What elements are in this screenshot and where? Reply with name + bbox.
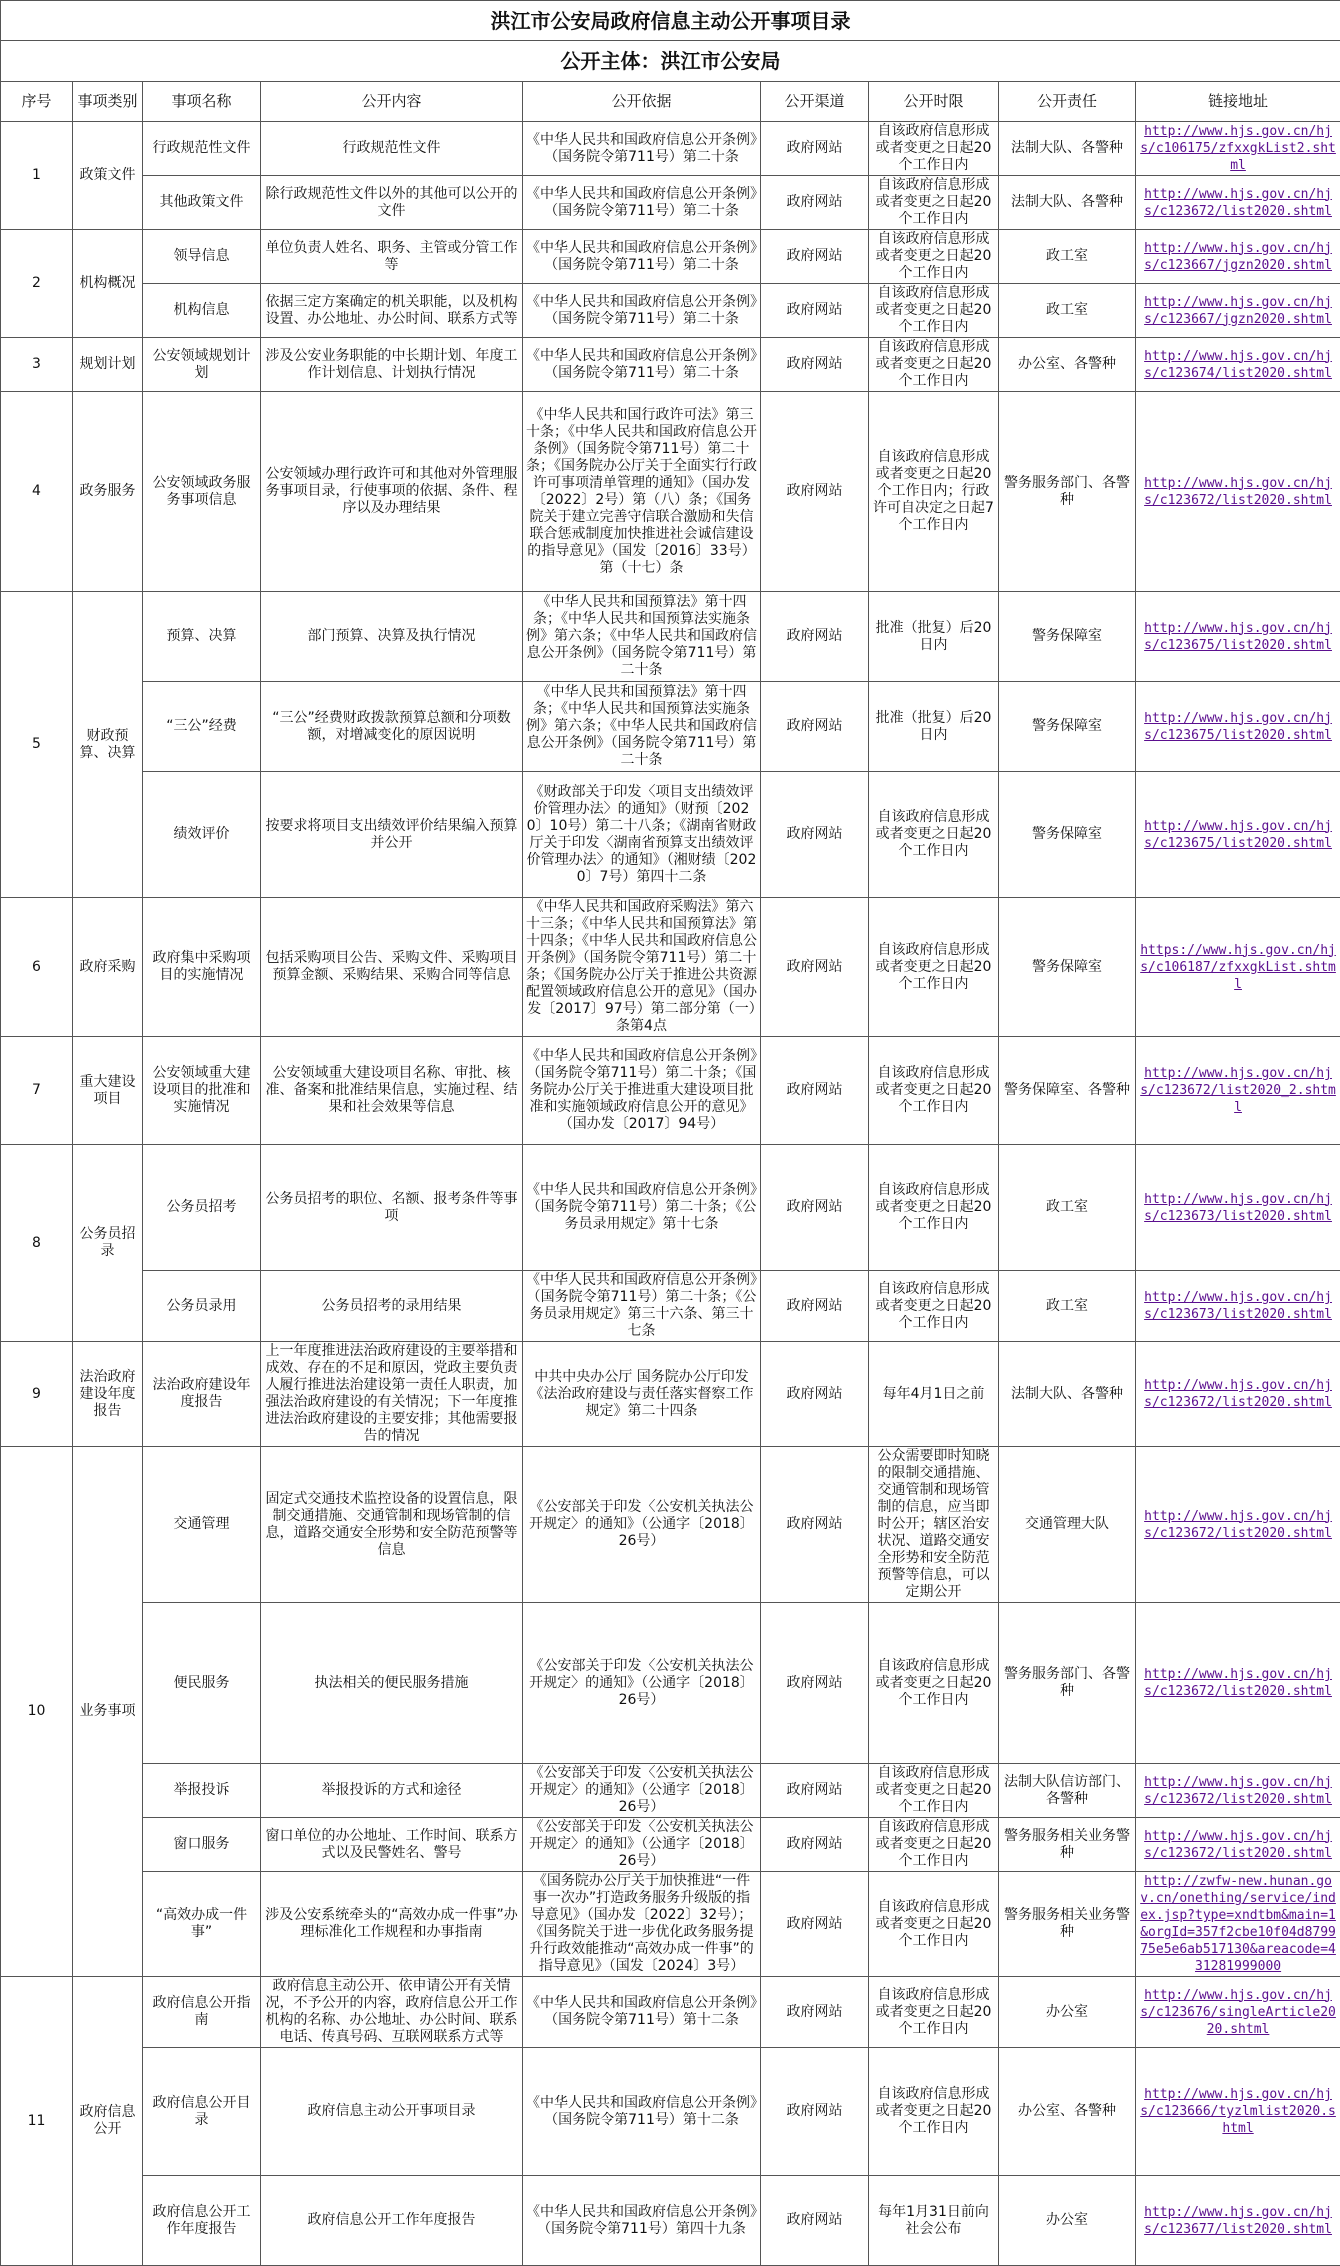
item-name: 政府信息公开工作年度报告 <box>143 2176 261 2266</box>
item-basis: 《中华人民共和国政府采购法》第六十三条；《中华人民共和国预算法》第十四条；《中华人民共和国政府信息公开条例》（国务院令第711号）第二十条；《国务院办公厅关于推进公共资源配置领域政府信息公开的意见》（国办发〔2017〕97号）第二部分第（一）条第4点 <box>523 898 761 1037</box>
item-category: 法治政府建设年度报告 <box>73 1342 143 1447</box>
item-channel: 政府网站 <box>761 122 869 176</box>
item-content: 行政规范性文件 <box>261 122 523 176</box>
item-category: 公务员招录 <box>73 1145 143 1342</box>
item-link[interactable]: http://www.hjs.gov.cn/hjs/c123672/list2020.shtml <box>1136 1603 1340 1764</box>
item-responsibility: 法制大队、各警种 <box>999 176 1136 230</box>
item-link[interactable]: http://www.hjs.gov.cn/hjs/c123667/jgzn2020.shtml <box>1136 230 1340 284</box>
item-content: 按要求将项目支出绩效评价结果编入预算并公开 <box>261 772 523 898</box>
row-number: 3 <box>1 338 73 392</box>
table-row <box>1 1764 1340 1818</box>
table-row <box>1 392 1340 592</box>
item-channel: 政府网站 <box>761 230 869 284</box>
table-row <box>1 1818 1340 1872</box>
item-content: 上一年度推进法治政府建设的主要举措和成效、存在的不足和原因，党政主要负责人履行推进法治建设第一责任人职责，加强法治政府建设的有关情况；下一年度推进法治政府建设的主要安排；其他需要报告的情况 <box>261 1342 523 1447</box>
item-basis: 《中华人民共和国政府信息公开条例》（国务院令第711号）第四十九条 <box>523 2176 761 2266</box>
item-category: 政府信息公开 <box>73 1977 143 2266</box>
item-time-limit: 自该政府信息形成或者变更之日起20个工作日内 <box>869 1764 999 1818</box>
item-responsibility: 办公室、各警种 <box>999 2048 1136 2176</box>
item-link[interactable]: https://www.hjs.gov.cn/hjs/c106187/zfxxgkList.shtml <box>1136 898 1340 1037</box>
item-time-limit: 自该政府信息形成或者变更之日起20个工作日内 <box>869 122 999 176</box>
item-time-limit: 自该政府信息形成或者变更之日起20个工作日内 <box>869 176 999 230</box>
header-category: 事项类别 <box>73 82 143 122</box>
item-time-limit: 自该政府信息形成或者变更之日起20个工作日内 <box>869 1603 999 1764</box>
item-responsibility: 法制大队信访部门、各警种 <box>999 1764 1136 1818</box>
item-name: 领导信息 <box>143 230 261 284</box>
item-link[interactable]: http://www.hjs.gov.cn/hjs/c123673/list2020.shtml <box>1136 1145 1340 1271</box>
item-channel: 政府网站 <box>761 898 869 1037</box>
item-content: 涉及公安系统牵头的“高效办成一件事”办理标准化工作规程和办事指南 <box>261 1872 523 1977</box>
item-basis: 《公安部关于印发〈公安机关执法公开规定〉的通知》（公通字〔2018〕26号） <box>523 1447 761 1603</box>
item-responsibility: 警务保障室 <box>999 682 1136 772</box>
row-number: 2 <box>1 230 73 338</box>
item-link[interactable]: http://www.hjs.gov.cn/hjs/c123672/list2020_2.shtml <box>1136 1037 1340 1145</box>
item-content: 公安领域重大建设项目名称、审批、核准、备案和批准结果信息，实施过程、结果和社会效果等信息 <box>261 1037 523 1145</box>
item-name: 公务员招考 <box>143 1145 261 1271</box>
row-number: 4 <box>1 392 73 592</box>
item-time-limit: 每年4月1日之前 <box>869 1342 999 1447</box>
item-name: 预算、决算 <box>143 592 261 682</box>
item-name: 绩效评价 <box>143 772 261 898</box>
item-responsibility: 政工室 <box>999 1271 1136 1342</box>
item-time-limit: 每年1月31日前向社会公布 <box>869 2176 999 2266</box>
item-content: 公安领域办理行政许可和其他对外管理服务事项目录，行使事项的依据、条件、程序以及办理结果 <box>261 392 523 592</box>
item-channel: 政府网站 <box>761 682 869 772</box>
row-number: 10 <box>1 1447 73 1977</box>
item-link[interactable]: http://www.hjs.gov.cn/hjs/c106175/zfxxgkList2.shtml <box>1136 122 1340 176</box>
item-channel: 政府网站 <box>761 1342 869 1447</box>
header-time-limit: 公开时限 <box>869 82 999 122</box>
item-content: 公务员招考的录用结果 <box>261 1271 523 1342</box>
item-category: 政务服务 <box>73 392 143 592</box>
item-basis: 《中华人民共和国政府信息公开条例》（国务院令第711号）第二十条；《国务院办公厅关于推进重大建设项目批准和实施领域政府信息公开的意见》（国办发〔2017〕94号） <box>523 1037 761 1145</box>
table-row <box>1 898 1340 1037</box>
item-responsibility: 警务保障室、各警种 <box>999 1037 1136 1145</box>
item-responsibility: 法制大队、各警种 <box>999 1342 1136 1447</box>
item-name: 公安领域政务服务事项信息 <box>143 392 261 592</box>
table-row <box>1 1872 1340 1977</box>
item-content: 政府信息主动公开事项目录 <box>261 2048 523 2176</box>
item-basis: 《中华人民共和国预算法》第十四条；《中华人民共和国预算法实施条例》第六条；《中华人民共和国政府信息公开条例》（国务院令第711号）第二十条 <box>523 682 761 772</box>
table-row <box>1 122 1340 176</box>
item-time-limit: 自该政府信息形成或者变更之日起20个工作日内 <box>869 1145 999 1271</box>
item-category: 机构概况 <box>73 230 143 338</box>
item-time-limit: 自该政府信息形成或者变更之日起20个工作日内 <box>869 1037 999 1145</box>
header-channel: 公开渠道 <box>761 82 869 122</box>
item-link[interactable]: http://www.hjs.gov.cn/hjs/c123672/list2020.shtml <box>1136 1342 1340 1447</box>
table-row <box>1 230 1340 284</box>
row-number: 7 <box>1 1037 73 1145</box>
item-time-limit: 自该政府信息形成或者变更之日起20个工作日内 <box>869 1818 999 1872</box>
item-name: 窗口服务 <box>143 1818 261 1872</box>
item-link[interactable]: http://www.hjs.gov.cn/hjs/c123675/list2020.shtml <box>1136 682 1340 772</box>
item-content: “三公”经费财政拨款预算总额和分项数额，对增减变化的原因说明 <box>261 682 523 772</box>
item-name: 法治政府建设年度报告 <box>143 1342 261 1447</box>
header-basis: 公开依据 <box>523 82 761 122</box>
item-channel: 政府网站 <box>761 772 869 898</box>
item-time-limit: 自该政府信息形成或者变更之日起20个工作日内 <box>869 2048 999 2176</box>
item-link[interactable]: http://www.hjs.gov.cn/hjs/c123677/list2020.shtml <box>1136 2176 1340 2266</box>
item-responsibility: 政工室 <box>999 1145 1136 1271</box>
item-time-limit: 自该政府信息形成或者变更之日起20个工作日内；行政许可自决定之日起7个工作日内 <box>869 392 999 592</box>
item-channel: 政府网站 <box>761 2176 869 2266</box>
page-title: 洪江市公安局政府信息主动公开事项目录 <box>1 1 1340 41</box>
item-name: 交通管理 <box>143 1447 261 1603</box>
item-basis: 《中华人民共和国政府信息公开条例》（国务院令第711号）第二十条；《公务员录用规定》第三十六条、第三十七条 <box>523 1271 761 1342</box>
item-name: 其他政策文件 <box>143 176 261 230</box>
item-channel: 政府网站 <box>761 1764 869 1818</box>
item-responsibility: 办公室 <box>999 2176 1136 2266</box>
item-name: 举报投诉 <box>143 1764 261 1818</box>
item-responsibility: 警务服务相关业务警种 <box>999 1818 1136 1872</box>
item-link[interactable]: http://www.hjs.gov.cn/hjs/c123675/list2020.shtml <box>1136 772 1340 898</box>
item-category: 重大建设项目 <box>73 1037 143 1145</box>
item-link[interactable]: http://www.hjs.gov.cn/hjs/c123672/list2020.shtml <box>1136 1764 1340 1818</box>
item-name: 公务员录用 <box>143 1271 261 1342</box>
item-category: 业务事项 <box>73 1447 143 1977</box>
item-channel: 政府网站 <box>761 2048 869 2176</box>
item-responsibility: 法制大队、各警种 <box>999 122 1136 176</box>
item-name: 公安领域规划计划 <box>143 338 261 392</box>
item-channel: 政府网站 <box>761 1037 869 1145</box>
item-responsibility: 办公室 <box>999 1977 1136 2048</box>
item-channel: 政府网站 <box>761 1271 869 1342</box>
item-channel: 政府网站 <box>761 338 869 392</box>
item-basis: 中共中央办公厅 国务院办公厅印发《法治政府建设与责任落实督察工作规定》第二十四条 <box>523 1342 761 1447</box>
item-basis: 《中华人民共和国政府信息公开条例》（国务院令第711号）第十二条 <box>523 2048 761 2176</box>
header-item-name: 事项名称 <box>143 82 261 122</box>
table-row <box>1 1271 1340 1342</box>
item-content: 政府信息主动公开、依申请公开有关情况，不予公开的内容，政府信息公开工作机构的名称、办公地址、办公时间、联系电话、传真号码、互联网联系方式等 <box>261 1977 523 2048</box>
table-row <box>1 1145 1340 1271</box>
item-content: 政府信息公开工作年度报告 <box>261 2176 523 2266</box>
row-number: 6 <box>1 898 73 1037</box>
item-basis: 《公安部关于印发〈公安机关执法公开规定〉的通知》（公通字〔2018〕26号） <box>523 1603 761 1764</box>
item-basis: 《国务院办公厅关于加快推进“一件事一次办”打造政务服务升级版的指导意见》（国办发〔2022〕32号）；《国务院关于进一步优化政务服务提升行政效能推动“高效办成一件事”的指导意见》（国发〔2024〕3号） <box>523 1872 761 1977</box>
header-responsibility: 公开责任 <box>999 82 1136 122</box>
item-time-limit: 自该政府信息形成或者变更之日起20个工作日内 <box>869 284 999 338</box>
item-channel: 政府网站 <box>761 1603 869 1764</box>
item-name: “高效办成一件事” <box>143 1872 261 1977</box>
table-body <box>1 1 1340 2266</box>
row-number: 5 <box>1 592 73 898</box>
header-content: 公开内容 <box>261 82 523 122</box>
item-content: 单位负责人姓名、职务、主管或分管工作等 <box>261 230 523 284</box>
item-basis: 《财政部关于印发〈项目支出绩效评价管理办法〉的通知》（财预〔2020〕10号）第二十八条；《湖南省财政厅关于印发〈湖南省预算支出绩效评价管理办法〉的通知》（湘财绩〔2020〕7号）第四十二条 <box>523 772 761 898</box>
item-name: 政府信息公开指南 <box>143 1977 261 2048</box>
item-time-limit: 公众需要即时知晓的限制交通措施、交通管制和现场管制的信息，应当即时公开；辖区治安状况、道路交通安全形势和安全防范预警等信息，可以定期公开 <box>869 1447 999 1603</box>
item-category: 政府采购 <box>73 898 143 1037</box>
table-row <box>1 772 1340 898</box>
item-channel: 政府网站 <box>761 1818 869 1872</box>
item-responsibility: 政工室 <box>999 230 1136 284</box>
item-link[interactable]: http://www.hjs.gov.cn/hjs/c123672/list2020.shtml <box>1136 1818 1340 1872</box>
item-time-limit: 自该政府信息形成或者变更之日起20个工作日内 <box>869 772 999 898</box>
table-row <box>1 2176 1340 2266</box>
header-link: 链接地址 <box>1136 82 1340 122</box>
item-name: “三公”经费 <box>143 682 261 772</box>
item-channel: 政府网站 <box>761 176 869 230</box>
item-channel: 政府网站 <box>761 392 869 592</box>
item-basis: 《中华人民共和国预算法》第十四条；《中华人民共和国预算法实施条例》第六条；《中华人民共和国政府信息公开条例》（国务院令第711号）第二十条 <box>523 592 761 682</box>
header-row <box>1 82 1340 122</box>
item-responsibility: 警务服务部门、各警种 <box>999 392 1136 592</box>
item-link[interactable]: http://www.hjs.gov.cn/hjs/c123676/singleArticle2020.shtml <box>1136 1977 1340 2048</box>
item-link[interactable]: http://zwfw-new.hunan.gov.cn/onething/service/index.jsp?type=xndtbm&main=1&orgId=357f2cbe10f04d879975e5e6ab517130&areacode=431281999000 <box>1136 1872 1340 1977</box>
item-time-limit: 自该政府信息形成或者变更之日起20个工作日内 <box>869 338 999 392</box>
table-row <box>1 1342 1340 1447</box>
item-basis: 《公安部关于印发〈公安机关执法公开规定〉的通知》（公通字〔2018〕26号） <box>523 1764 761 1818</box>
item-content: 执法相关的便民服务措施 <box>261 1603 523 1764</box>
table-row <box>1 592 1340 682</box>
item-content: 固定式交通技术监控设备的设置信息，限制交通措施、交通管制和现场管制的信息，道路交通安全形势和安全防范预警等信息 <box>261 1447 523 1603</box>
item-responsibility: 警务服务部门、各警种 <box>999 1603 1136 1764</box>
item-content: 公务员招考的职位、名额、报考条件等事项 <box>261 1145 523 1271</box>
item-time-limit: 批准（批复）后20日内 <box>869 592 999 682</box>
item-channel: 政府网站 <box>761 1447 869 1603</box>
item-basis: 《公安部关于印发〈公安机关执法公开规定〉的通知》（公通字〔2018〕26号） <box>523 1818 761 1872</box>
item-name: 公安领域重大建设项目的批准和实施情况 <box>143 1037 261 1145</box>
header-no: 序号 <box>1 82 73 122</box>
item-time-limit: 自该政府信息形成或者变更之日起20个工作日内 <box>869 898 999 1037</box>
item-responsibility: 警务保障室 <box>999 592 1136 682</box>
item-responsibility: 警务保障室 <box>999 772 1136 898</box>
item-name: 政府信息公开目录 <box>143 2048 261 2176</box>
item-content: 举报投诉的方式和途径 <box>261 1764 523 1818</box>
row-number: 9 <box>1 1342 73 1447</box>
item-basis: 《中华人民共和国政府信息公开条例》（国务院令第711号）第二十条 <box>523 284 761 338</box>
item-responsibility: 交通管理大队 <box>999 1447 1136 1603</box>
item-content: 窗口单位的办公地址、工作时间、联系方式以及民警姓名、警号 <box>261 1818 523 1872</box>
table-row <box>1 284 1340 338</box>
item-category: 规划计划 <box>73 338 143 392</box>
item-time-limit: 自该政府信息形成或者变更之日起20个工作日内 <box>869 1271 999 1342</box>
row-number: 1 <box>1 122 73 230</box>
item-content: 涉及公安业务职能的中长期计划、年度工作计划信息、计划执行情况 <box>261 338 523 392</box>
item-content: 依据三定方案确定的机关职能，以及机构设置、办公地址、办公时间、联系方式等 <box>261 284 523 338</box>
item-channel: 政府网站 <box>761 592 869 682</box>
page-subtitle: 公开主体：洪江市公安局 <box>1 41 1340 82</box>
item-time-limit: 自该政府信息形成或者变更之日起20个工作日内 <box>869 1977 999 2048</box>
row-number: 8 <box>1 1145 73 1342</box>
item-time-limit: 自该政府信息形成或者变更之日起20个工作日内 <box>869 230 999 284</box>
item-basis: 《中华人民共和国政府信息公开条例》（国务院令第711号）第二十条 <box>523 122 761 176</box>
item-basis: 《中华人民共和国政府信息公开条例》（国务院令第711号）第二十条 <box>523 176 761 230</box>
item-channel: 政府网站 <box>761 284 869 338</box>
row-number: 11 <box>1 1977 73 2266</box>
item-basis: 《中华人民共和国政府信息公开条例》（国务院令第711号）第十二条 <box>523 1977 761 2048</box>
table-row <box>1 1977 1340 2048</box>
item-link[interactable]: http://www.hjs.gov.cn/hjs/c123667/jgzn2020.shtml <box>1136 284 1340 338</box>
item-channel: 政府网站 <box>761 1145 869 1271</box>
item-responsibility: 政工室 <box>999 284 1136 338</box>
item-name: 机构信息 <box>143 284 261 338</box>
item-content: 除行政规范性文件以外的其他可以公开的文件 <box>261 176 523 230</box>
table-row <box>1 1447 1340 1603</box>
item-name: 行政规范性文件 <box>143 122 261 176</box>
item-link[interactable]: http://www.hjs.gov.cn/hjs/c123672/list2020.shtml <box>1136 1447 1340 1603</box>
item-link[interactable]: http://www.hjs.gov.cn/hjs/c123674/list2020.shtml <box>1136 338 1340 392</box>
table-row <box>1 338 1340 392</box>
item-link[interactable]: http://www.hjs.gov.cn/hjs/c123672/list2020.shtml <box>1136 176 1340 230</box>
subtitle-row <box>1 41 1340 82</box>
item-link[interactable]: http://www.hjs.gov.cn/hjs/c123673/list2020.shtml <box>1136 1271 1340 1342</box>
item-content: 部门预算、决算及执行情况 <box>261 592 523 682</box>
item-content: 包括采购项目公告、采购文件、采购项目预算金额、采购结果、采购合同等信息 <box>261 898 523 1037</box>
item-channel: 政府网站 <box>761 1977 869 2048</box>
item-name: 便民服务 <box>143 1603 261 1764</box>
table-row <box>1 1037 1340 1145</box>
table-row <box>1 1603 1340 1764</box>
table-row <box>1 176 1340 230</box>
item-responsibility: 办公室、各警种 <box>999 338 1136 392</box>
item-responsibility: 警务保障室 <box>999 898 1136 1037</box>
item-category: 财政预算、决算 <box>73 592 143 898</box>
item-channel: 政府网站 <box>761 1872 869 1977</box>
item-time-limit: 自该政府信息形成或者变更之日起20个工作日内 <box>869 1872 999 1977</box>
item-basis: 《中华人民共和国政府信息公开条例》（国务院令第711号）第二十条 <box>523 338 761 392</box>
item-time-limit: 批准（批复）后20日内 <box>869 682 999 772</box>
item-basis: 《中华人民共和国行政许可法》第三十条；《中华人民共和国政府信息公开条例》（国务院令第711号）第二十条；《国务院办公厅关于全面实行行政许可事项清单管理的通知》（国办发〔2022〕2号）第（八）条；《国务院关于建立完善守信联合激励和失信联合惩戒制度加快推进社会诚信建设的指导意见》（国发〔2016〕33号）第（十七）条 <box>523 392 761 592</box>
item-responsibility: 警务服务相关业务警种 <box>999 1872 1136 1977</box>
item-category: 政策文件 <box>73 122 143 230</box>
item-basis: 《中华人民共和国政府信息公开条例》（国务院令第711号）第二十条；《公务员录用规定》第十七条 <box>523 1145 761 1271</box>
item-basis: 《中华人民共和国政府信息公开条例》（国务院令第711号）第二十条 <box>523 230 761 284</box>
table-row <box>1 2048 1340 2176</box>
item-link[interactable]: http://www.hjs.gov.cn/hjs/c123666/tyzlmlist2020.shtml <box>1136 2048 1340 2176</box>
table-row <box>1 682 1340 772</box>
item-link[interactable]: http://www.hjs.gov.cn/hjs/c123672/list2020.shtml <box>1136 392 1340 592</box>
item-link[interactable]: http://www.hjs.gov.cn/hjs/c123675/list2020.shtml <box>1136 592 1340 682</box>
item-name: 政府集中采购项目的实施情况 <box>143 898 261 1037</box>
title-row <box>1 1 1340 41</box>
